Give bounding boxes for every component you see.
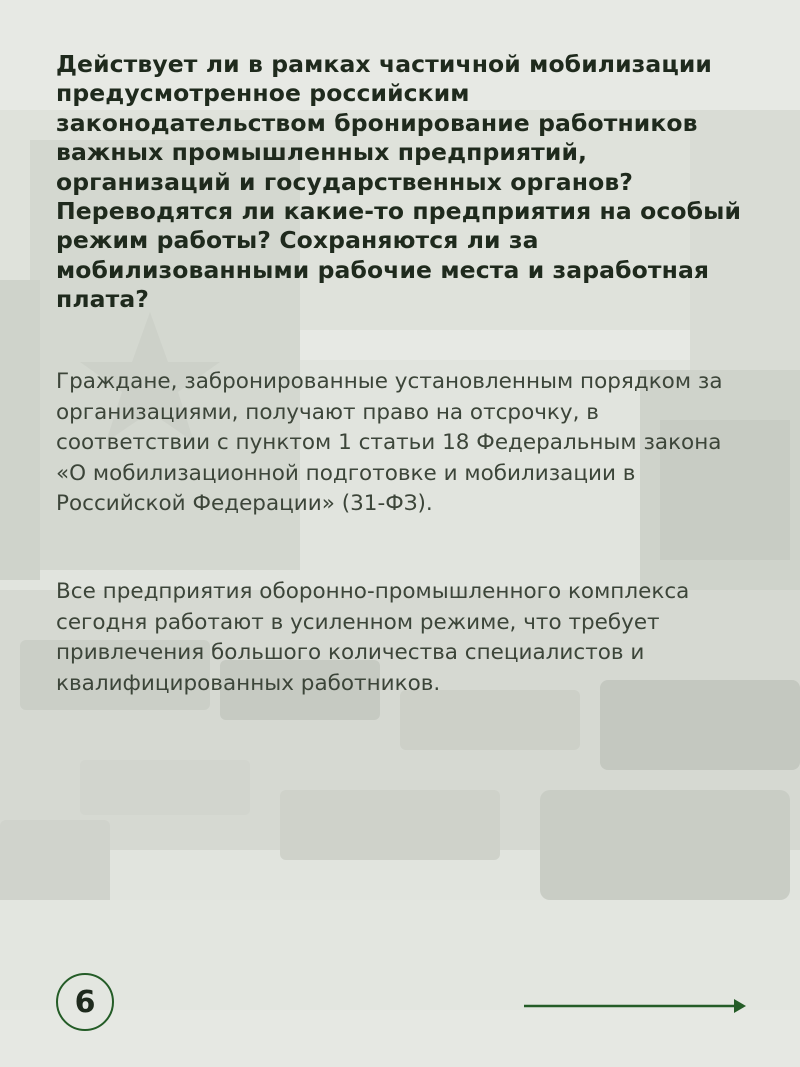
arrow-right-icon[interactable]	[524, 996, 748, 1016]
page-number: 6	[74, 984, 96, 1020]
question-heading: Действует ли в рамках частичной мобилизации предусмотренное российским законодательством бронирование работников важных промышленных предприятий, организаций и государственных органов? Переводятся ли какие-то предприятия на особый режим работы? Сохраняются ли за мобилизованными рабочие места и заработная плата?	[56, 50, 742, 314]
page-number-badge	[56, 973, 114, 1031]
answer-paragraph: Граждане, забронированные установленным порядком за организациями, получают право на отсрочку, в соответствии с пунктом 1 статьи 18 Федеральным закона «О мобилизационной подготовке и мобилизации в Российской Федерации» (31-ФЗ).	[56, 369, 723, 516]
answer-paragraph: Все предприятия оборонно-промышленного комплекса сегодня работают в усиленном режиме, что требует привлечения большого количества специалистов и квалифицированных работников.	[56, 579, 690, 696]
